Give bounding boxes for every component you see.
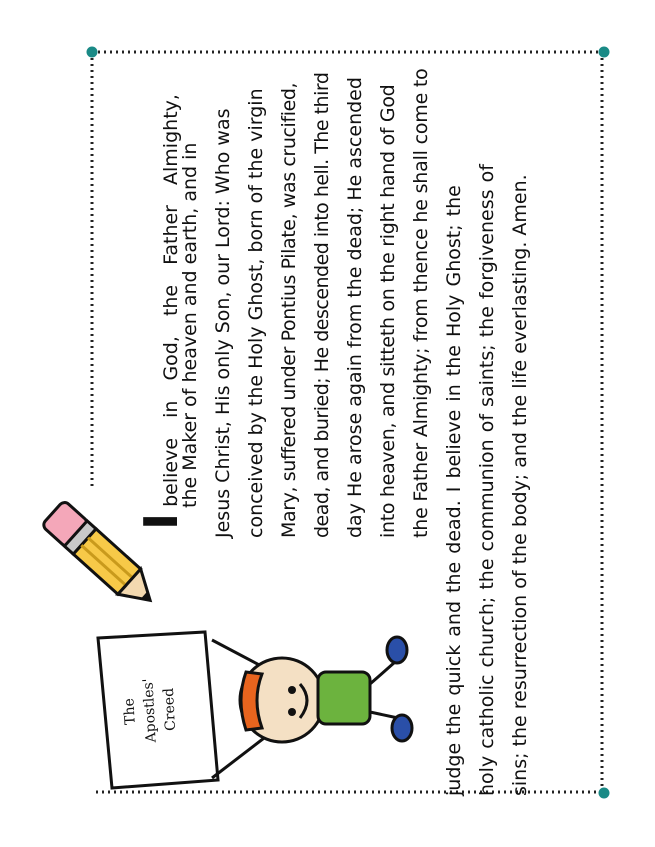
corner-dot-top-right [599, 47, 610, 58]
creed-line-7: day He arose again from the dead; He ascended [344, 77, 366, 538]
creed-line-5: Mary, suffered under Pontius Pilate, was crucified, [278, 82, 300, 538]
corner-dot-bottom-right [599, 788, 610, 799]
creed-line-3: Jesus Christ, His only Son, our Lord: Who was [212, 108, 234, 538]
corner-dot-top-left [87, 47, 98, 58]
creed-line-4: conceived by the Holy Ghost, born of the virgin [245, 88, 267, 538]
creed-line-11: holy catholic church; the communion of saints; the forgiveness of [476, 164, 498, 796]
creed-line-10: judge the quick and the dead. I believe in the Holy Ghost; the [443, 185, 465, 796]
creed-line-2: the Maker of heaven and earth, and in [179, 142, 201, 508]
sign-line-1: The [121, 697, 139, 726]
creed-line-1-text: believe in God, the Father Almighty, [160, 94, 182, 507]
creed-line-12: sins; the resurrection of the body; and the life everlasting. Amen. [509, 174, 531, 796]
creed-dropcap: I [134, 512, 188, 530]
sign-line-2: Apostles' [140, 677, 160, 743]
creed-line-8: into heaven, and sitteth on the right hand of God [377, 84, 399, 538]
creed-line-6: dead, and buried; He descended into hell. The third [311, 72, 333, 538]
creed-text-block [134, 60, 560, 800]
creed-line-9: the Father Almighty; from thence he shall come to [410, 68, 432, 538]
creed-line-1 [134, 60, 188, 530]
sign-line-3: Creed [160, 687, 180, 732]
